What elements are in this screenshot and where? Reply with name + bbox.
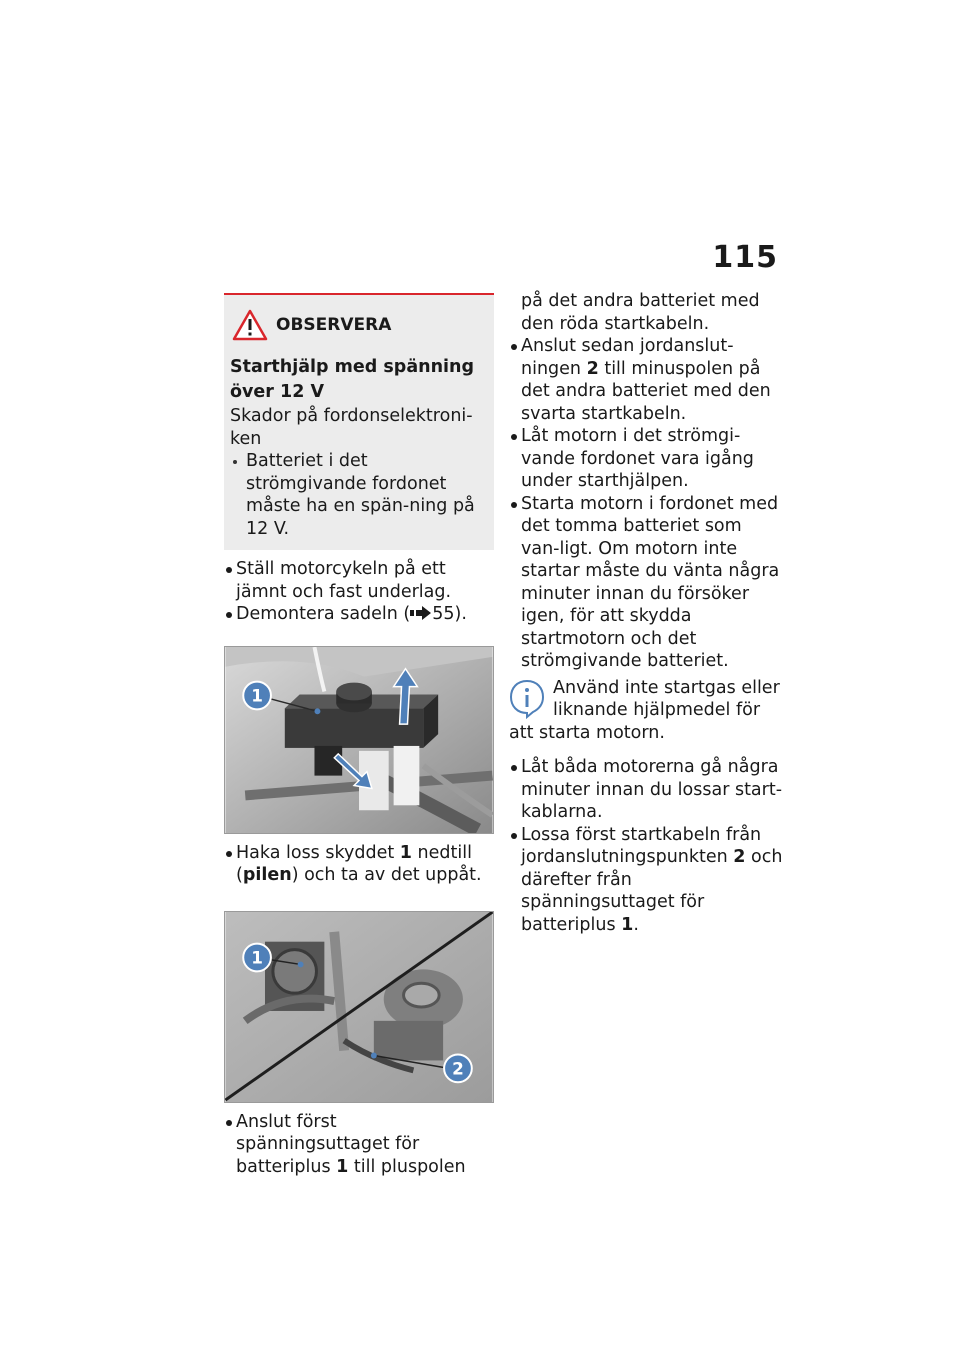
page-ref-arrow-icon xyxy=(410,606,432,620)
warning-measure: Batteriet i det strömgivande fordonet måste ha en spän-ning på 12 V. xyxy=(230,450,484,540)
step-remove-seat: Demontera sadeln ( 55). xyxy=(224,603,494,626)
step-connect-plus: Anslut först spänningsuttaget för batteriplus 1 till pluspolen xyxy=(224,1111,494,1179)
step-start-engine: Starta motorn i fordonet med det tomma batteriet som van-ligt. Om motorn inte startar måste du vänta några minuter innan du försöker igen, för att skydda startmotorn och det strömgivande batteriet. xyxy=(509,493,784,673)
steps-plus xyxy=(224,1111,494,1179)
warning-title: OBSERVERA xyxy=(276,315,392,335)
steps-top xyxy=(224,558,494,626)
figure-battery-cover xyxy=(224,646,494,834)
info-note xyxy=(509,677,784,745)
step-remove-cables: Lossa först startkabeln från jordanslutningspunkten 2 och därefter från spänningsuttaget för batteriplus 1. xyxy=(509,824,784,937)
right-column xyxy=(509,290,784,936)
warning-consequence: Skador på fordonselektroni-ken xyxy=(230,406,473,449)
step-wait-engines: Låt båda motorerna gå några minuter innan du lossar start-kablarna. xyxy=(509,756,784,824)
continuation-text: på det andra batteriet med den röda startkabeln. xyxy=(521,291,760,334)
figure2-badge-1: 1 xyxy=(251,946,263,967)
step-level-ground: Ställ motorcykeln på ett jämnt och fast underlag. xyxy=(224,558,494,603)
info-text: Använd inte startgas eller liknande hjälpmedel för att starta motorn. xyxy=(509,677,780,743)
warning-heading: Starthjälp med spänning över 12 V xyxy=(230,357,475,402)
steps-cover xyxy=(224,842,494,887)
steps-right xyxy=(509,335,784,673)
warning-box xyxy=(224,293,494,550)
page-number: 115 xyxy=(712,240,778,275)
step-run-donor: Låt motorn i det strömgi-vande fordonet vara igång under starthjälpen. xyxy=(509,425,784,493)
page-ref-number: 55). xyxy=(432,604,467,624)
figure1-badge-1: 1 xyxy=(251,684,263,705)
figure2-badge-2: 2 xyxy=(452,1057,464,1078)
figure-jump-points xyxy=(224,911,494,1103)
warning-triangle-icon xyxy=(232,309,268,341)
warning-header xyxy=(230,309,484,341)
step-unhook-cover: Haka loss skyddet 1 nedtill (pilen) och ta av det uppåt. xyxy=(224,842,494,887)
steps-final xyxy=(509,756,784,936)
info-icon xyxy=(509,679,545,719)
step-connect-ground: Anslut sedan jordanslut-ningen 2 till minuspolen på det andra batteriet med den svarta startkabeln. xyxy=(509,335,784,425)
warning-measures xyxy=(230,450,484,540)
left-column xyxy=(224,293,494,1178)
